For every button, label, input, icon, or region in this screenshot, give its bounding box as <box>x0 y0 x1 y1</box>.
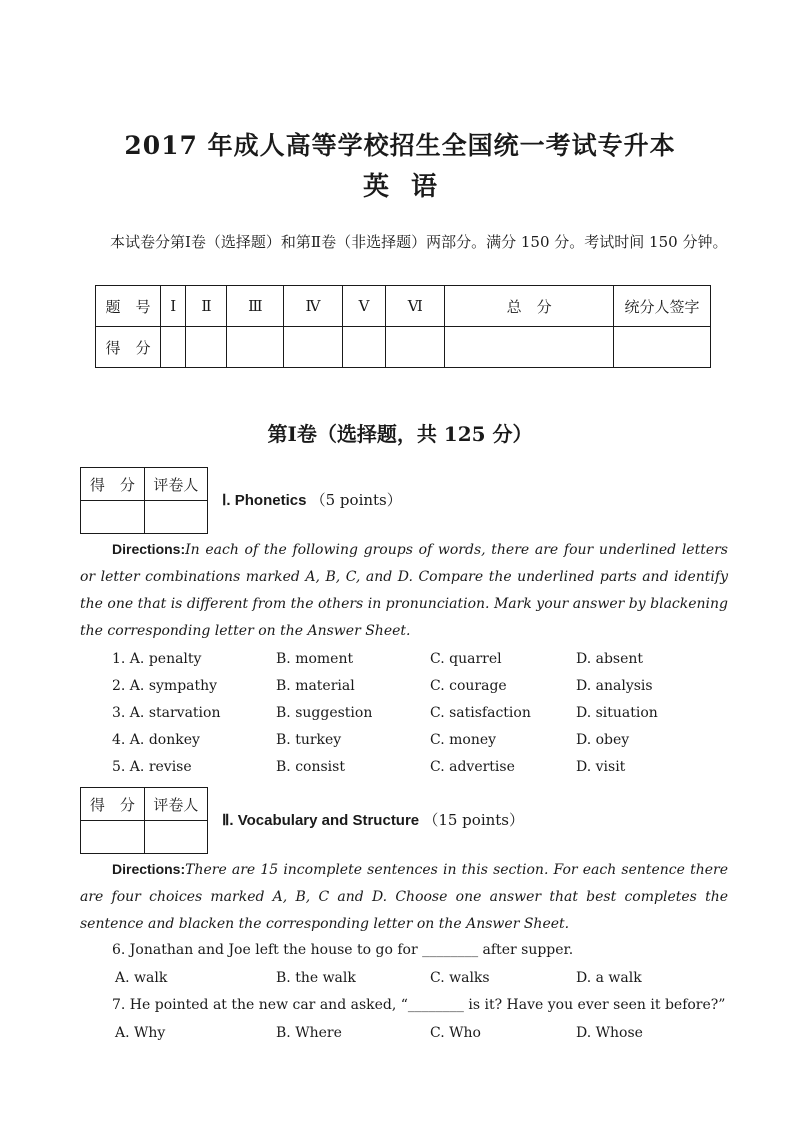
section1-name: Ⅰ. Phonetics <box>222 492 307 509</box>
grader-blank[interactable] <box>144 821 207 854</box>
score-blank[interactable] <box>161 327 186 368</box>
score-blank[interactable] <box>386 327 445 368</box>
question-row <box>112 678 732 705</box>
option-d: D. obey <box>576 732 630 748</box>
question-row <box>112 759 732 786</box>
section2-directions <box>80 856 728 938</box>
score-table-cell: 题 号 <box>96 286 161 327</box>
directions-label: Directions: <box>112 541 186 557</box>
option-a: A. Why <box>115 1025 166 1041</box>
exam-title: 2017 年成人高等学校招生全国统一考试专升本 <box>124 131 676 160</box>
score-blank[interactable] <box>614 327 711 368</box>
directions-text: In each of the following groups of words, there are four underlined letters or letter combinations marked A, B, C, and D. Compare the underlined parts and identify the one that is different from the others in pronunciation. Mark your answer by blackening the corresponding letter on the Answer Sheet. <box>80 542 728 639</box>
option-b: B. moment <box>276 651 354 667</box>
grader-blank[interactable] <box>81 501 145 534</box>
section2-name: Ⅱ. Vocabulary and Structure <box>222 812 420 829</box>
score-table-cell: 总 分 <box>445 286 614 327</box>
option-a: 1. A. penalty <box>112 651 202 667</box>
grader-table <box>80 787 208 854</box>
score-table-score-row <box>96 327 711 368</box>
option-a: 2. A. sympathy <box>112 678 218 694</box>
section2-title <box>222 809 524 830</box>
directions-label: Directions: <box>112 861 186 877</box>
option-c: C. courage <box>430 678 507 694</box>
option-b: B. consist <box>276 759 345 775</box>
score-table-cell: Ⅳ <box>284 286 343 327</box>
option-b: B. the walk <box>276 970 356 986</box>
option-d: D. Whose <box>576 1025 643 1041</box>
question-row <box>112 732 732 759</box>
grader-score-label: 得 分 <box>81 788 145 821</box>
question-stem: 7. He pointed at the new car and asked, “________ is it? Have you ever seen it before?” <box>112 997 726 1013</box>
grader-label: 评卷人 <box>144 788 207 821</box>
question-row <box>112 651 732 678</box>
grader-table <box>80 467 208 534</box>
option-a: A. walk <box>115 970 168 986</box>
options-row <box>115 970 735 997</box>
score-blank[interactable] <box>284 327 343 368</box>
grader-score-label: 得 分 <box>81 468 145 501</box>
exam-subject: 英语 <box>362 172 459 202</box>
option-c: C. satisfaction <box>430 705 531 721</box>
section1-title <box>222 489 402 510</box>
directions-text: There are 15 incomplete sentences in this section. For each sentence there are four choices marked A, B, C and D. Choose one answer that best completes the sentence and blacken the corresponding letter on the Answer Sheet. <box>80 862 728 932</box>
option-d: D. analysis <box>576 678 653 694</box>
section2-points: （15 points） <box>423 811 524 829</box>
score-table-cell: 统分人签字 <box>614 286 711 327</box>
option-c: C. walks <box>430 970 490 986</box>
score-blank[interactable] <box>342 327 385 368</box>
score-table-cell: Ⅴ <box>342 286 385 327</box>
option-d: D. situation <box>576 705 658 721</box>
grader-blank[interactable] <box>81 821 145 854</box>
option-c: C. money <box>430 732 497 748</box>
grader-blank[interactable] <box>144 501 207 534</box>
score-table <box>95 285 711 368</box>
score-blank[interactable] <box>227 327 284 368</box>
score-table-cell: Ⅰ <box>161 286 186 327</box>
score-blank[interactable] <box>445 327 614 368</box>
options-row <box>115 1025 735 1052</box>
score-table-cell: Ⅵ <box>386 286 445 327</box>
option-a: 4. A. donkey <box>112 732 200 748</box>
option-c: C. Who <box>430 1025 481 1041</box>
section1-points: （5 points） <box>310 491 402 509</box>
score-table-header-row <box>96 286 711 327</box>
option-b: B. turkey <box>276 732 342 748</box>
score-table-cell: Ⅲ <box>227 286 284 327</box>
exam-intro: 本试卷分第Ⅰ卷（选择题）和第Ⅱ卷（非选择题）两部分。满分 150 分。考试时间 150 分钟。 <box>110 233 728 251</box>
option-c: C. quarrel <box>430 651 502 667</box>
option-a: 3. A. starvation <box>112 705 221 721</box>
question-stem: 6. Jonathan and Joe left the house to go for ________ after supper. <box>112 942 574 958</box>
option-d: D. absent <box>576 651 644 667</box>
option-d: D. visit <box>576 759 626 775</box>
option-d: D. a walk <box>576 970 642 986</box>
option-b: B. material <box>276 678 355 694</box>
option-a: 5. A. revise <box>112 759 192 775</box>
grader-label: 评卷人 <box>144 468 207 501</box>
option-b: B. suggestion <box>276 705 373 721</box>
score-table-cell: Ⅱ <box>186 286 227 327</box>
option-b: B. Where <box>276 1025 342 1041</box>
score-table-cell: 得 分 <box>96 327 161 368</box>
question-row <box>112 705 732 732</box>
score-blank[interactable] <box>186 327 227 368</box>
option-c: C. advertise <box>430 759 515 775</box>
part1-title: 第Ⅰ卷（选择题，共 125 分） <box>267 422 533 446</box>
section1-directions <box>80 536 728 645</box>
